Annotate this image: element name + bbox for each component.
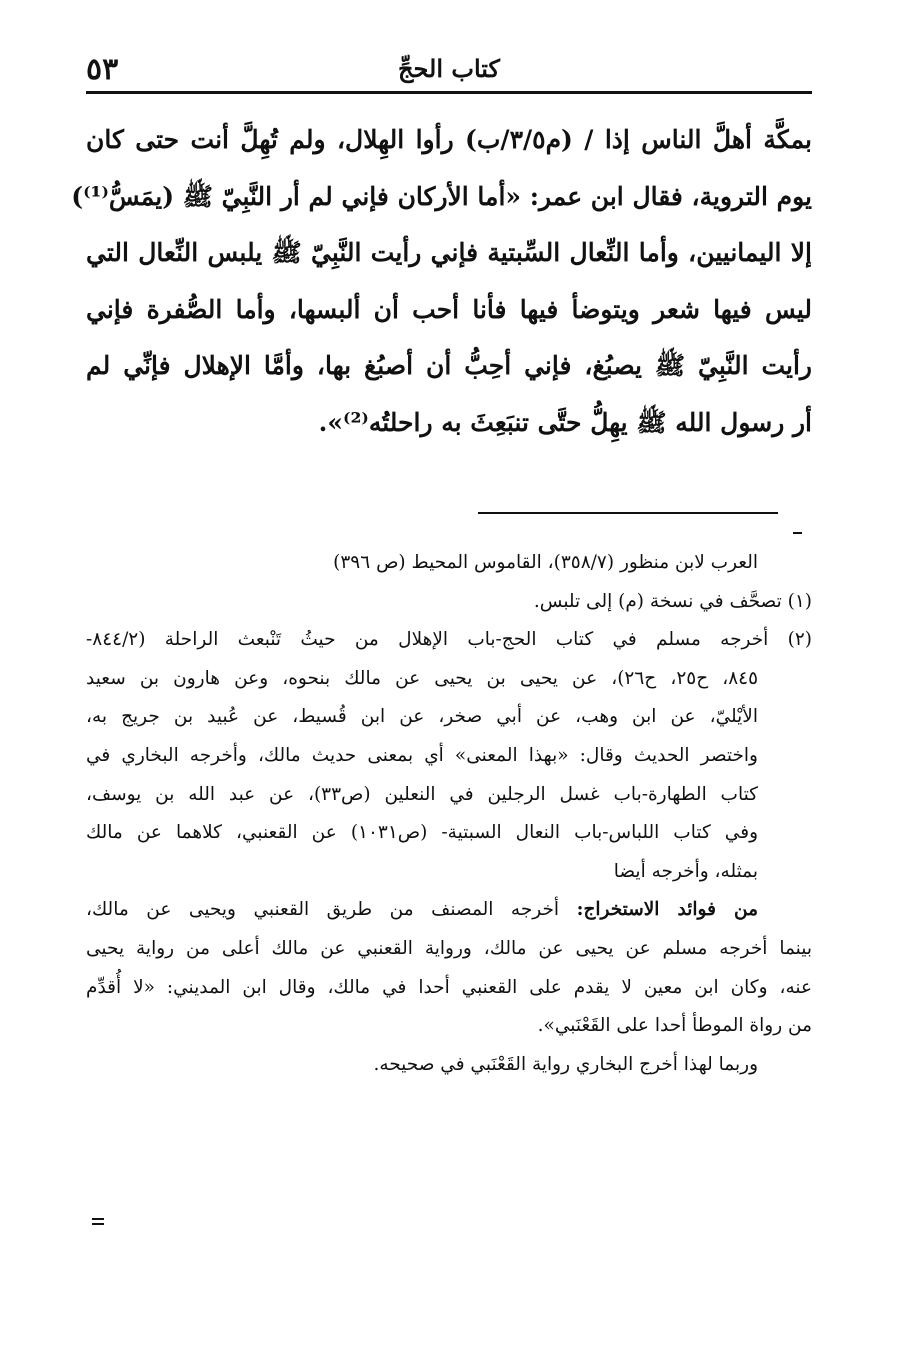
footnote-2-line: كتاب الطهارة-باب غسل الرجلين في النعلين (ص٣٣)، عن عبد الله بن يوسف، — [86, 783, 758, 805]
footnote-carryover: العرب لابن منظور (٣٥٨/٧)، القاموس المحيط (ص ٣٩٦) — [333, 552, 758, 573]
benefits-first-text: أخرجه المصنف من طريق القعنبي ويحيى عن مالك، — [86, 899, 577, 921]
footnote-2-line: وفي كتاب اللباس-باب النعال السبتية- (ص١٠٣١) عن القعنبي، كلاهما عن مالك — [86, 822, 758, 844]
benefits-line: من رواة الموطأ أحدا على القَعْنَبي». — [537, 1015, 812, 1037]
header-rule — [86, 91, 812, 94]
benefits-line: بينما أخرجه مسلم عن يحيى عن مالك، ورواية القعنبي عن مالك أعلى من رواية يحيى — [86, 937, 812, 959]
main-text-line: رأيت النَّبِيّ ﷺ يصبُغ، فإني أحِبُّ أن أصبُغ بها، وأمَّا الإهلال فإنِّي لم — [86, 351, 812, 380]
benefits-line: عنه، وكان ابن معين لا يقدم على القعنبي أحدا في مالك، وقال ابن المديني: «لا أُقدِّم — [86, 976, 812, 998]
main-text — [71, 112, 813, 451]
footnotes — [86, 544, 812, 1084]
main-text-line: بمكَّة أهلَّ الناس إذا / (م٣/٥/ب) رأوا الهِلال، ولم تُهِلَّ أنت حتى كان — [86, 125, 813, 154]
footnote-1: (١) تصحَّف في نسخة (م) إلى تلبس. — [533, 590, 812, 612]
benefits-label: من فوائد الاستخراج: — [576, 899, 758, 921]
main-text-line: أر رسول الله ﷺ يهِلُّ حتَّى تنبَعِثَ به راحلتُه⁽²⁾». — [318, 407, 812, 437]
page-header — [86, 52, 812, 88]
continuation-mark — [92, 1218, 104, 1225]
main-text-line: يوم التروية، فقال ابن عمر: «أما الأركان فإني لم أر النَّبِيّ ﷺ (يمَسُّ⁽¹⁾) — [71, 181, 812, 211]
running-title: كتاب الحجِّ — [398, 54, 500, 83]
footnote-2-line: الأيْليّ، عن ابن وهب، عن أبي صخر، عن ابن قُسيط، عن عُبيد بن جريج به، — [86, 706, 758, 728]
footnote-separator — [478, 512, 778, 514]
footnote-2-first-line: (٢) أخرجه مسلم في كتاب الحج-باب الإهلال من حيثُ تَنْبعث الراحلة (٨٤٤/٢- — [86, 629, 812, 651]
main-text-line: ليس فيها شعر ويتوضأ فيها فأنا أحب أن ألبسها، وأما الصُّفرة فإني — [86, 294, 812, 324]
footnote-2-line: بمثله، وأخرجه أيضا — [613, 860, 758, 882]
benefits-first-line — [86, 891, 812, 930]
main-text-line: إلا اليمانيين، وأما النِّعال السِّبتية فإني رأيت النَّبِيّ ﷺ يلبس النِّعال التي — [86, 238, 812, 267]
footnote-2-line: ٨٤٥، ح٢٥، ح٢٦)، عن يحيى بن يحيى عن مالك بنحوه، وعن هارون بن سعيد — [86, 667, 759, 689]
footnote-carry-mark — [793, 532, 802, 534]
footnote-final-line: وربما لهذا أخرج البخاري رواية القَعْنَبي في صحيحه. — [373, 1053, 758, 1075]
footnote-2-line: واختصر الحديث وقال: «بهذا المعنى» أي بمعنى حديث مالك، وأخرجه البخاري في — [86, 744, 758, 766]
page-number: ٥٣ — [86, 52, 119, 87]
